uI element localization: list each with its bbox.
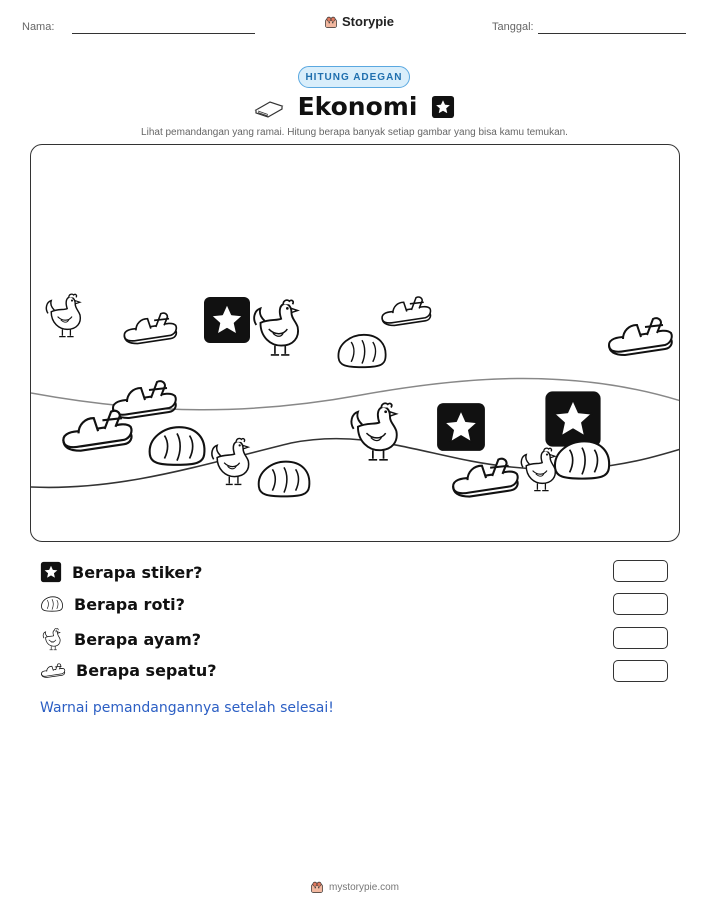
bread-icon (255, 457, 313, 501)
storypie-logo-icon (310, 880, 324, 894)
answer-box-stickers[interactable] (613, 560, 668, 582)
page-title: Ekonomi (297, 92, 418, 121)
bread-icon (335, 331, 389, 371)
star-sticker-icon (202, 295, 252, 345)
sandal-icon (449, 451, 521, 501)
chicken-icon (40, 290, 88, 340)
chicken-icon (205, 431, 257, 491)
bread-icon (145, 423, 209, 469)
chicken-icon (343, 397, 407, 465)
chicken-icon (40, 627, 64, 651)
counting-scene (30, 144, 680, 542)
sandal-icon (121, 307, 179, 347)
footer-url[interactable]: mystorypie.com (328, 881, 399, 893)
brand-name: Storypie (342, 14, 395, 29)
chicken-icon (515, 443, 563, 495)
star-sticker-icon (40, 561, 62, 583)
answer-box-bread[interactable] (613, 593, 668, 615)
sandal-icon (59, 401, 135, 457)
question-label: Berapa roti? (74, 594, 185, 614)
sandal-icon (379, 291, 433, 329)
question-shoes (40, 660, 217, 680)
name-line[interactable] (72, 33, 255, 34)
storypie-logo-icon (324, 15, 338, 29)
question-label: Berapa stiker? (72, 562, 203, 582)
instructions: Lihat pemandangan yang ramai. Hitung berapa banyak setiap gambar yang bisa kamu temukan. (141, 127, 568, 138)
answer-box-chicken[interactable] (613, 627, 668, 649)
chicken-icon (246, 293, 308, 361)
answer-box-shoes[interactable] (613, 660, 668, 682)
question-label: Berapa ayam? (74, 629, 202, 649)
footer (0, 880, 709, 894)
date-line[interactable] (538, 33, 686, 34)
bread-icon (40, 594, 64, 614)
sandal-icon (605, 309, 675, 361)
star-sticker-icon (435, 401, 487, 453)
activity-badge: HITUNG ADEGAN (298, 66, 410, 88)
name-label: Nama: (22, 21, 55, 33)
question-stickers (40, 561, 202, 583)
brand-logo (324, 14, 394, 29)
coloring-note: Warnai pemandangannya setelah selesai! (40, 700, 334, 716)
question-bread (40, 594, 185, 614)
question-label: Berapa sepatu? (76, 660, 217, 680)
sandal-icon (40, 660, 66, 680)
title-row (0, 92, 709, 121)
book-icon (254, 96, 284, 118)
question-chicken (40, 627, 201, 651)
date-label: Tanggal: (492, 21, 534, 33)
star-sticker-icon (431, 95, 455, 119)
